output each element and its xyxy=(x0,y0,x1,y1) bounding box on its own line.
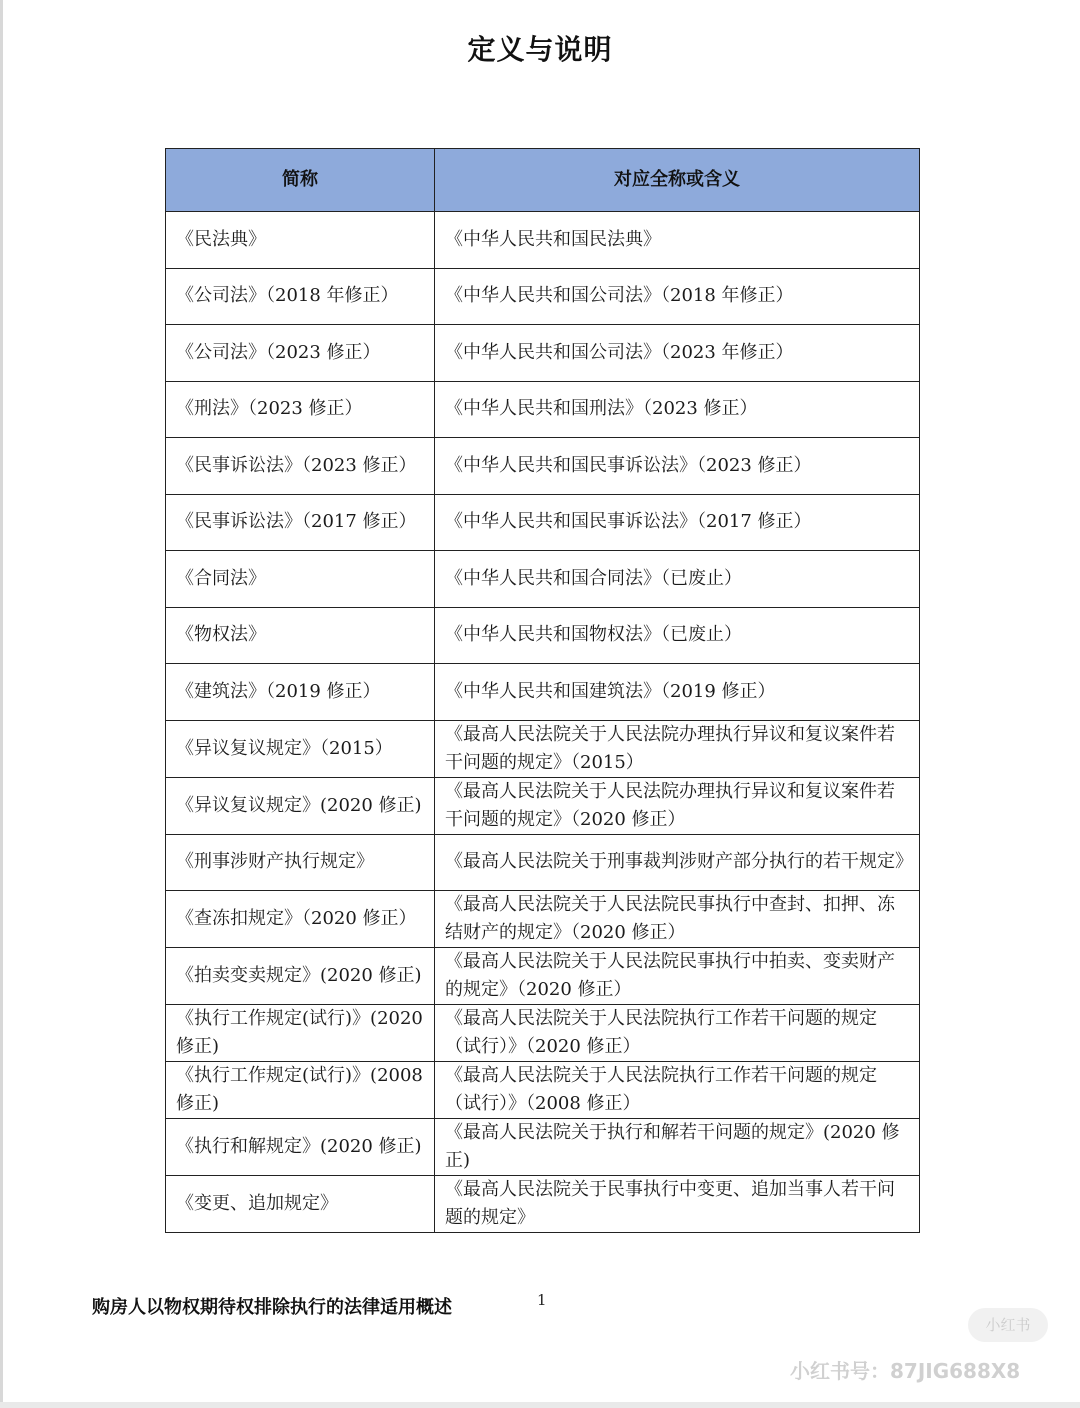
table-row xyxy=(166,325,920,382)
full-name-cell: 《中华人民共和国刑法》（2023 修正） xyxy=(435,381,920,438)
header-abbreviation: 简称 xyxy=(166,149,435,212)
full-name-cell: 《中华人民共和国公司法》（2018 年修正） xyxy=(435,268,920,325)
page-edge-left xyxy=(0,0,3,1408)
full-name-cell: 《中华人民共和国民事诉讼法》（2023 修正） xyxy=(435,438,920,495)
full-name-cell: 《最高人民法院关于民事执行中变更、追加当事人若干问题的规定》 xyxy=(435,1176,920,1233)
full-name-cell: 《中华人民共和国公司法》（2023 年修正） xyxy=(435,325,920,382)
abbreviation-cell: 《民法典》 xyxy=(166,212,435,269)
definitions-table xyxy=(165,148,920,1233)
table-row xyxy=(166,1176,920,1233)
full-name-cell: 《中华人民共和国民法典》 xyxy=(435,212,920,269)
table-row xyxy=(166,438,920,495)
full-name-cell: 《中华人民共和国民事诉讼法》（2017 修正） xyxy=(435,494,920,551)
full-name-cell: 《中华人民共和国物权法》（已废止） xyxy=(435,607,920,664)
abbreviation-cell: 《执行工作规定(试行)》(2020 修正) xyxy=(166,1005,435,1062)
watermark-badge: 小红书 xyxy=(968,1308,1048,1342)
full-name-cell: 《最高人民法院关于人民法院执行工作若干问题的规定（试行）》（2020 修正） xyxy=(435,1005,920,1062)
table-row xyxy=(166,720,920,777)
full-name-cell: 《最高人民法院关于人民法院办理执行异议和复议案件若干问题的规定》（2020 修正） xyxy=(435,777,920,834)
table-row xyxy=(166,494,920,551)
abbreviation-cell: 《查冻扣规定》（2020 修正） xyxy=(166,891,435,948)
page-edge-bottom xyxy=(0,1402,1080,1408)
table-row xyxy=(166,834,920,891)
table-row xyxy=(166,948,920,1005)
table-row xyxy=(166,607,920,664)
abbreviation-cell: 《异议复议规定》（2015） xyxy=(166,720,435,777)
table-row xyxy=(166,664,920,721)
abbreviation-cell: 《执行工作规定(试行)》(2008 修正) xyxy=(166,1062,435,1119)
full-name-cell: 《最高人民法院关于人民法院民事执行中查封、扣押、冻结财产的规定》（2020 修正） xyxy=(435,891,920,948)
full-name-cell: 《中华人民共和国合同法》（已废止） xyxy=(435,551,920,608)
page-title: 定义与说明 xyxy=(467,33,613,66)
full-name-cell: 《最高人民法院关于人民法院执行工作若干问题的规定（试行）》（2008 修正） xyxy=(435,1062,920,1119)
abbreviation-cell: 《民事诉讼法》（2017 修正） xyxy=(166,494,435,551)
abbreviation-cell: 《物权法》 xyxy=(166,607,435,664)
abbreviation-cell: 《公司法》（2018 年修正） xyxy=(166,268,435,325)
abbreviation-cell: 《异议复议规定》(2020 修正) xyxy=(166,777,435,834)
abbreviation-cell: 《变更、追加规定》 xyxy=(166,1176,435,1233)
table-row xyxy=(166,1062,920,1119)
abbreviation-cell: 《建筑法》（2019 修正） xyxy=(166,664,435,721)
table-row xyxy=(166,268,920,325)
table-row xyxy=(166,551,920,608)
header-full-name: 对应全称或含义 xyxy=(435,149,920,212)
full-name-cell: 《最高人民法院关于执行和解若干问题的规定》(2020 修正) xyxy=(435,1119,920,1176)
table-row xyxy=(166,777,920,834)
abbreviation-cell: 《民事诉讼法》（2023 修正） xyxy=(166,438,435,495)
abbreviation-cell: 《刑事涉财产执行规定》 xyxy=(166,834,435,891)
table-row xyxy=(166,1005,920,1062)
page-number: 1 xyxy=(537,1291,547,1309)
abbreviation-cell: 《公司法》（2023 修正） xyxy=(166,325,435,382)
full-name-cell: 《中华人民共和国建筑法》（2019 修正） xyxy=(435,664,920,721)
full-name-cell: 《最高人民法院关于人民法院民事执行中拍卖、变卖财产的规定》（2020 修正） xyxy=(435,948,920,1005)
abbreviation-cell: 《合同法》 xyxy=(166,551,435,608)
watermark-text: 小红书号：87JIG688X8 xyxy=(790,1359,1021,1383)
table-row xyxy=(166,212,920,269)
abbreviation-cell: 《刑法》（2023 修正） xyxy=(166,381,435,438)
full-name-cell: 《最高人民法院关于人民法院办理执行异议和复议案件若干问题的规定》（2015） xyxy=(435,720,920,777)
full-name-cell: 《最高人民法院关于刑事裁判涉财产部分执行的若干规定》 xyxy=(435,834,920,891)
abbreviation-cell: 《拍卖变卖规定》(2020 修正) xyxy=(166,948,435,1005)
footer-running-title: 购房人以物权期待权排除执行的法律适用概述 xyxy=(92,1297,452,1318)
table-row xyxy=(166,1119,920,1176)
table-header-row xyxy=(166,149,920,212)
table-row xyxy=(166,381,920,438)
table-row xyxy=(166,891,920,948)
abbreviation-cell: 《执行和解规定》(2020 修正) xyxy=(166,1119,435,1176)
